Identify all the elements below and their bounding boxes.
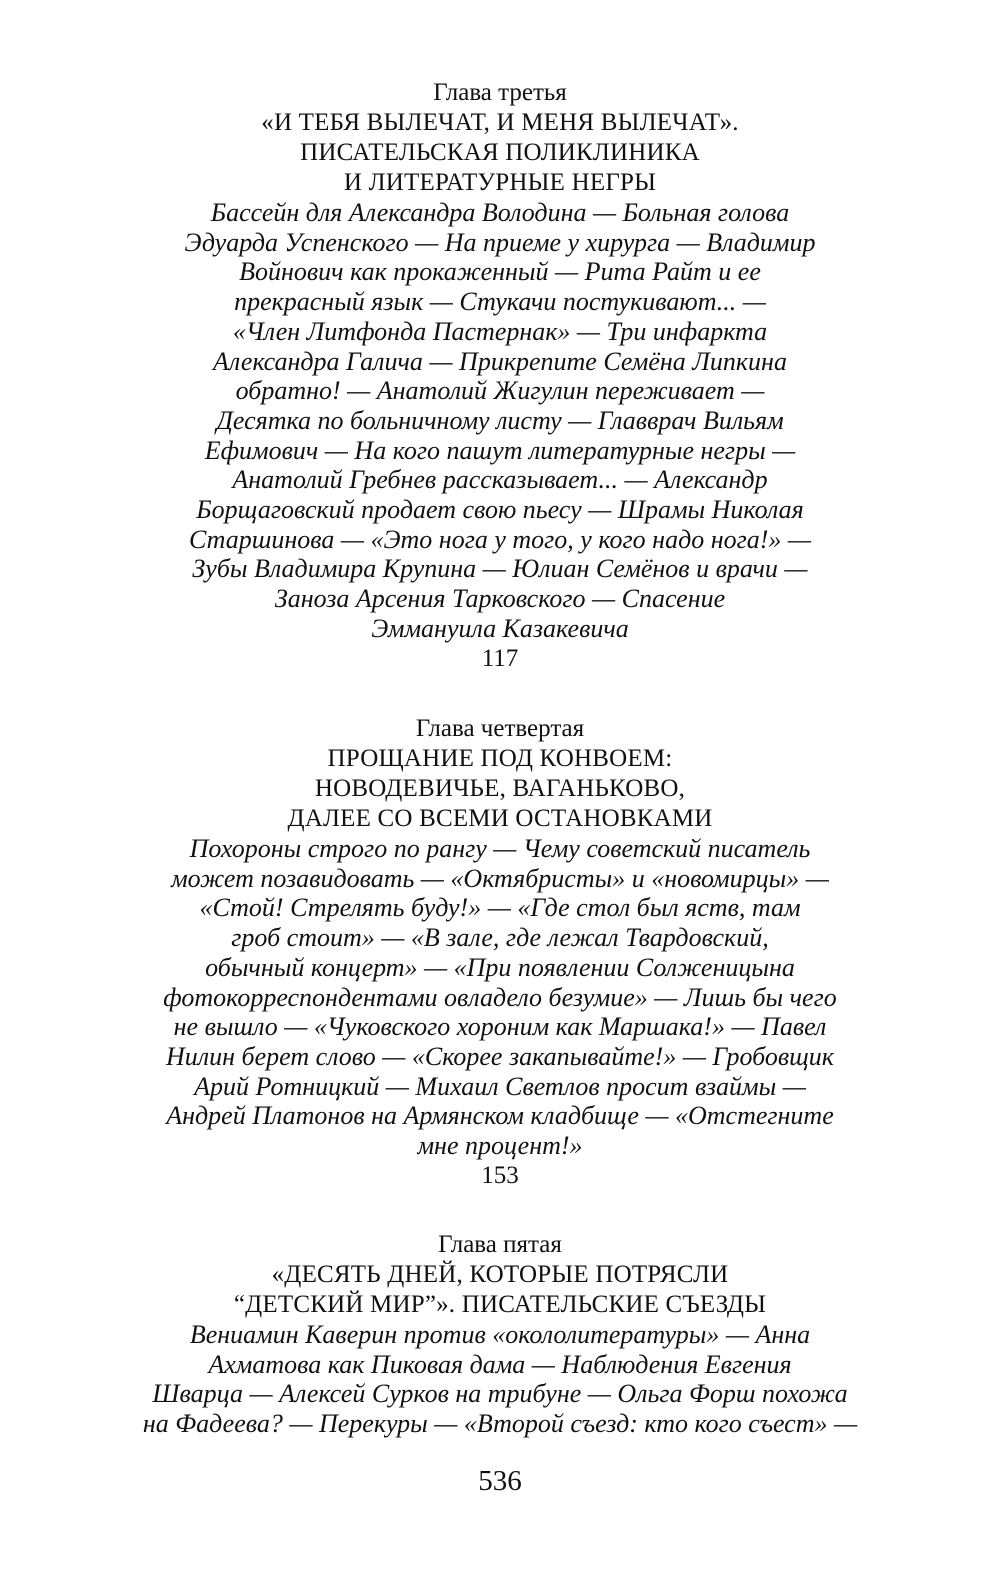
chapter-title-line: ПИСАТЕЛЬСКАЯ ПОЛИКЛИНИКА (300, 139, 700, 166)
chapter-title (60, 1260, 940, 1320)
summary-line: Заноза Арсения Тарковского — Спасение (274, 584, 726, 614)
chapter-title-line: ДАЛЕЕ СО ВСЕМИ ОСТАНОВКАМИ (287, 805, 713, 832)
summary-line: Бассейн для Александра Володина — Больная голова (210, 198, 790, 227)
summary-line: может позавидовать — «Октябристы» и «новомирцы» — (171, 863, 829, 893)
summary-line: фотокорреспондентами овладело безумие» — Лишь бы чего (163, 982, 837, 1012)
summary-line: Андрей Платонов на Армянском кладбище — «Отстегните (166, 1101, 834, 1131)
summary-line: Войнович как прокаженный — Рита Райт и ее (239, 257, 761, 287)
chapter-summary (60, 198, 940, 644)
folio-page-number: 536 (478, 1465, 522, 1497)
summary-line: Ефимович — На кого пашут литературные негры — (204, 435, 796, 465)
summary-line: Борщаговский продает свою пьесу — Шрамы Николая (196, 495, 804, 525)
chapter-summary (60, 1320, 940, 1439)
summary-line: Арий Ротницкий — Михаил Светлов просит взаймы — (194, 1071, 806, 1101)
summary-line: «Стой! Стрелять буду!» — «Где стол был яств, там (199, 893, 801, 923)
chapter-title-line: ПРОЩАНИЕ ПОД КОНВОЕМ: (327, 745, 673, 772)
chapter-summary (60, 834, 940, 1161)
summary-line: Эммануила Казакевича (371, 613, 629, 643)
summary-line: обычный концерт» — «При появлении Солженицына (205, 952, 795, 982)
chapter-title-line: “ДЕТСКИЙ МИР”». ПИСАТЕЛЬСКИЕ СЪЕЗДЫ (233, 1291, 767, 1318)
summary-line: Эдуарда Успенского — На приеме у хирурга — Владимир (184, 227, 816, 257)
page-number: 117 (481, 644, 519, 672)
summary-line: Вениамин Каверин против «окололитературы» — Анна (189, 1320, 811, 1349)
chapter-title (60, 108, 940, 198)
summary-line: не вышло — «Чуковского хороним как Маршака!» — Павел (173, 1012, 827, 1042)
summary-line: Зубы Владимира Крупина — Юлиан Семёнов и врачи — (192, 554, 808, 584)
summary-line: Шварца — Алексей Сурков на трибуне — Ольга Форш похожа (152, 1379, 848, 1409)
summary-line: прекрасный язык — Стукачи постукивают... — (234, 287, 766, 317)
chapter-title-line: НОВОДЕВИЧЬЕ, ВАГАНЬКОВО, (314, 775, 686, 802)
chapter-title (60, 744, 940, 834)
chapter-title-line: «И ТЕБЯ ВЫЛЕЧАТ, И МЕНЯ ВЫЛЕЧАТ». (261, 109, 739, 136)
summary-line: Ахматова как Пиковая дама — Наблюдения Евгения (208, 1349, 792, 1379)
chapter-label: Глава пятая (438, 1231, 562, 1258)
summary-line: Похороны строго по рангу — Чему советский писатель (189, 834, 811, 863)
summary-line: «Член Литфонда Пастернак» — Три инфаркта (232, 316, 768, 346)
summary-line: Старшинова — «Это нога у того, у кого надо нога!» — (188, 524, 812, 554)
summary-line: обратно! — Анатолий Жигулин переживает — (235, 376, 765, 406)
summary-line: Нилин берет слово — «Скорее закапывайте!» — Гробовщик (166, 1041, 834, 1071)
summary-line: мне процент!» (417, 1131, 583, 1161)
summary-line: Александра Галича — Прикрепите Семёна Липкина (213, 346, 787, 376)
chapter-label: Глава третья (433, 79, 567, 106)
chapter-3-entry (60, 78, 940, 674)
chapter-title-line: И ЛИТЕРАТУРНЫЕ НЕГРЫ (343, 169, 657, 196)
summary-line: Анатолий Гребнев рассказывает... — Александр (232, 465, 768, 495)
page-number: 153 (481, 1161, 519, 1189)
summary-line: на Фадеева? — Перекуры — «Второй съезд: кто кого съест» — (142, 1409, 858, 1439)
chapter-title-line: «ДЕСЯТЬ ДНЕЙ, КОТОРЫЕ ПОТРЯСЛИ (271, 1261, 729, 1288)
chapter-label: Глава четвертая (415, 715, 585, 742)
summary-line: гроб стоит» — «В зале, где лежал Твардовский, (231, 923, 769, 953)
summary-line: Десятка по больничному листу — Главврач Вильям (216, 405, 784, 435)
chapter-5-entry (60, 1230, 940, 1439)
chapter-4-entry (60, 714, 940, 1191)
